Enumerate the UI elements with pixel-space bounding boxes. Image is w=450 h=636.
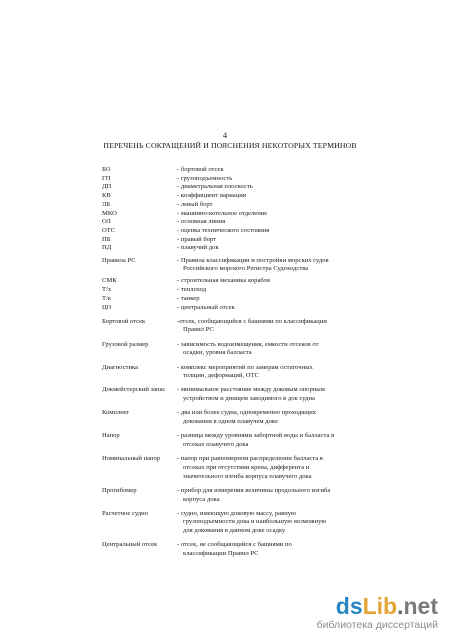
definition-line: - левый борт xyxy=(177,200,213,208)
glossary-entry xyxy=(102,286,362,295)
glossary-term: Центральный отсек xyxy=(102,541,158,549)
glossary-term: Прогибомер xyxy=(102,486,137,494)
definition-line: значительного изгиба корпуса плавучего дока xyxy=(183,472,312,480)
glossary-entry xyxy=(102,175,362,184)
glossary-entry xyxy=(102,364,362,381)
definition-line: - правый борт xyxy=(177,235,217,243)
definition-line: - судно, имеющую доковую массу, равную xyxy=(177,509,296,517)
glossary-definition xyxy=(177,218,362,227)
glossary-entry xyxy=(102,409,362,426)
definition-line: Российского морского Регистра Судоходства xyxy=(183,265,309,273)
definition-line: отсеках плавучего дока xyxy=(183,440,249,448)
glossary-entry xyxy=(102,487,362,504)
glossary-definition xyxy=(177,455,362,481)
definition-line: - прибор для измерения величины продольного изгиба xyxy=(177,486,331,494)
glossary-definition xyxy=(177,432,362,449)
definition-line: - два или более судна, одновременно проходящих xyxy=(177,409,317,417)
glossary-definition xyxy=(177,386,362,403)
definition-line: - диаметральная плоскость xyxy=(177,183,253,191)
definition-line: Правил РС xyxy=(183,326,214,334)
glossary-definition xyxy=(177,409,362,426)
definition-line: осадки, уровня балласта xyxy=(183,349,252,357)
page-number: 4 xyxy=(222,130,228,140)
glossary-entry xyxy=(102,244,362,253)
glossary-entry xyxy=(102,341,362,358)
glossary-definition xyxy=(177,364,362,381)
abbreviations-list xyxy=(102,166,362,559)
definition-line: - отсек, не сообщающийся с башнями по xyxy=(177,541,292,549)
definition-line: - Правила классификации и постройки морских судов xyxy=(177,256,329,264)
definition-line: классификации Правил РС xyxy=(183,550,259,558)
definition-line: - грузоподъемность xyxy=(177,174,233,182)
glossary-entry xyxy=(102,192,362,201)
glossary-term: ОЛ xyxy=(102,218,111,226)
glossary-entry xyxy=(102,510,362,536)
definition-line: -отсек, сообщающийся с башнями по классификации xyxy=(177,317,327,325)
glossary-entry xyxy=(102,218,362,227)
logo-dot: . xyxy=(397,593,404,619)
glossary-definition xyxy=(177,277,362,286)
definition-line: - минимальное расстояние между доковым опорным xyxy=(177,386,325,394)
glossary-definition xyxy=(177,201,362,210)
glossary-term: Комплект xyxy=(102,409,130,417)
glossary-entry xyxy=(102,295,362,304)
glossary-term: СМК xyxy=(102,277,117,285)
glossary-definition xyxy=(177,236,362,245)
glossary-entry xyxy=(102,183,362,192)
glossary-term: Расчетное судно xyxy=(102,509,148,517)
glossary-term: БО xyxy=(102,166,111,173)
glossary-entry xyxy=(102,318,362,335)
glossary-definition xyxy=(177,295,362,304)
definition-line: устройством и днищем заводимого в док судна xyxy=(183,395,315,403)
glossary-entry xyxy=(102,432,362,449)
glossary-term: ДП xyxy=(102,183,112,191)
definition-line: - теплоход xyxy=(177,286,207,294)
definition-line: - машинно-котельное отделение xyxy=(177,209,268,217)
glossary-definition xyxy=(177,183,362,192)
logo-lib: Lib xyxy=(362,593,398,619)
glossary-entry xyxy=(102,386,362,403)
definition-line: - коэффициент вариации xyxy=(177,192,247,200)
glossary-entry xyxy=(102,455,362,481)
definition-line: для докования в данном доке осадку xyxy=(183,527,286,535)
glossary-definition xyxy=(177,257,362,274)
definition-line: - напор при равномерном распределении балласта в xyxy=(177,455,323,463)
glossary-term: Бортовой отсек xyxy=(102,317,146,325)
definition-line: корпуса дока xyxy=(183,495,220,503)
definition-line: отсеках при отсутствии крена, дифферента и xyxy=(183,463,310,471)
logo-subtitle: библиотека диссертаций xyxy=(316,619,438,631)
definition-line: - оценка технического состояния xyxy=(177,226,270,234)
glossary-term: Напор xyxy=(102,432,120,440)
glossary-term: Диагностика xyxy=(102,363,139,371)
glossary-term: КВ xyxy=(102,192,111,200)
definition-line: докования в одном плавучем доке xyxy=(183,418,278,426)
definition-line: - разница между уровнями забортной воды и балласта в xyxy=(177,432,335,440)
glossary-term: Грузовой размер xyxy=(102,340,149,348)
glossary-definition xyxy=(177,341,362,358)
glossary-term: ПБ xyxy=(102,235,111,243)
definition-line: толщин, деформаций, ОТС xyxy=(183,372,259,380)
definition-line: - плавучий док xyxy=(177,244,219,252)
glossary-definition xyxy=(177,192,362,201)
glossary-definition xyxy=(177,304,362,313)
definition-line: - бортовой отсек xyxy=(177,166,224,173)
glossary-definition xyxy=(177,227,362,236)
glossary-definition xyxy=(177,286,362,295)
glossary-definition xyxy=(177,487,362,504)
glossary-definition xyxy=(177,541,362,558)
glossary-term: ЛБ xyxy=(102,200,111,208)
definition-line: - комплекс мероприятий по замерам остаточных xyxy=(177,363,313,371)
definition-line: - основная линия xyxy=(177,218,226,226)
glossary-entry xyxy=(102,304,362,313)
glossary-definition xyxy=(177,175,362,184)
glossary-term: Номинальный напор xyxy=(102,455,161,463)
glossary-term: ЦО xyxy=(102,303,112,311)
glossary-entry xyxy=(102,227,362,236)
glossary-entry xyxy=(102,236,362,245)
definition-line: - зависимость водоизмещения, емкости отсеков от xyxy=(177,340,319,348)
logo-net: net xyxy=(403,593,438,619)
glossary-term: МКО xyxy=(102,209,117,217)
glossary-term: Т/к xyxy=(102,294,112,302)
definition-line: грузоподъемности дока и наибольшую возможную xyxy=(183,518,327,526)
glossary-term: ПД xyxy=(102,244,112,252)
glossary-definition xyxy=(177,166,362,175)
glossary-definition xyxy=(177,318,362,335)
glossary-term: Докмейстерский запас xyxy=(102,386,166,394)
logo-ds: ds xyxy=(335,593,363,619)
page-title: ПЕРЕЧЕНЬ СОКРАЩЕНИЙ И ПОЯСНЕНИЯ НЕКОТОРЫХ ТЕРМИНОВ xyxy=(103,141,357,150)
glossary-definition xyxy=(177,244,362,253)
definition-line: - центральный отсек xyxy=(177,303,235,311)
definition-line: - строительная механика корабля xyxy=(177,277,270,285)
glossary-entry xyxy=(102,277,362,286)
glossary-definition xyxy=(177,210,362,219)
definition-line: - танкер xyxy=(177,294,200,302)
glossary-entry xyxy=(102,541,362,558)
glossary-entry xyxy=(102,210,362,219)
glossary-term: Т/х xyxy=(102,286,112,294)
glossary-entry xyxy=(102,166,362,175)
glossary-entry xyxy=(102,257,362,274)
glossary-term: ОТС xyxy=(102,226,116,234)
glossary-term: Правила РС xyxy=(102,256,136,264)
glossary-entry xyxy=(102,201,362,210)
dslib-watermark-logo xyxy=(296,593,442,633)
glossary-definition xyxy=(177,510,362,536)
glossary-term: ГП xyxy=(102,174,111,182)
